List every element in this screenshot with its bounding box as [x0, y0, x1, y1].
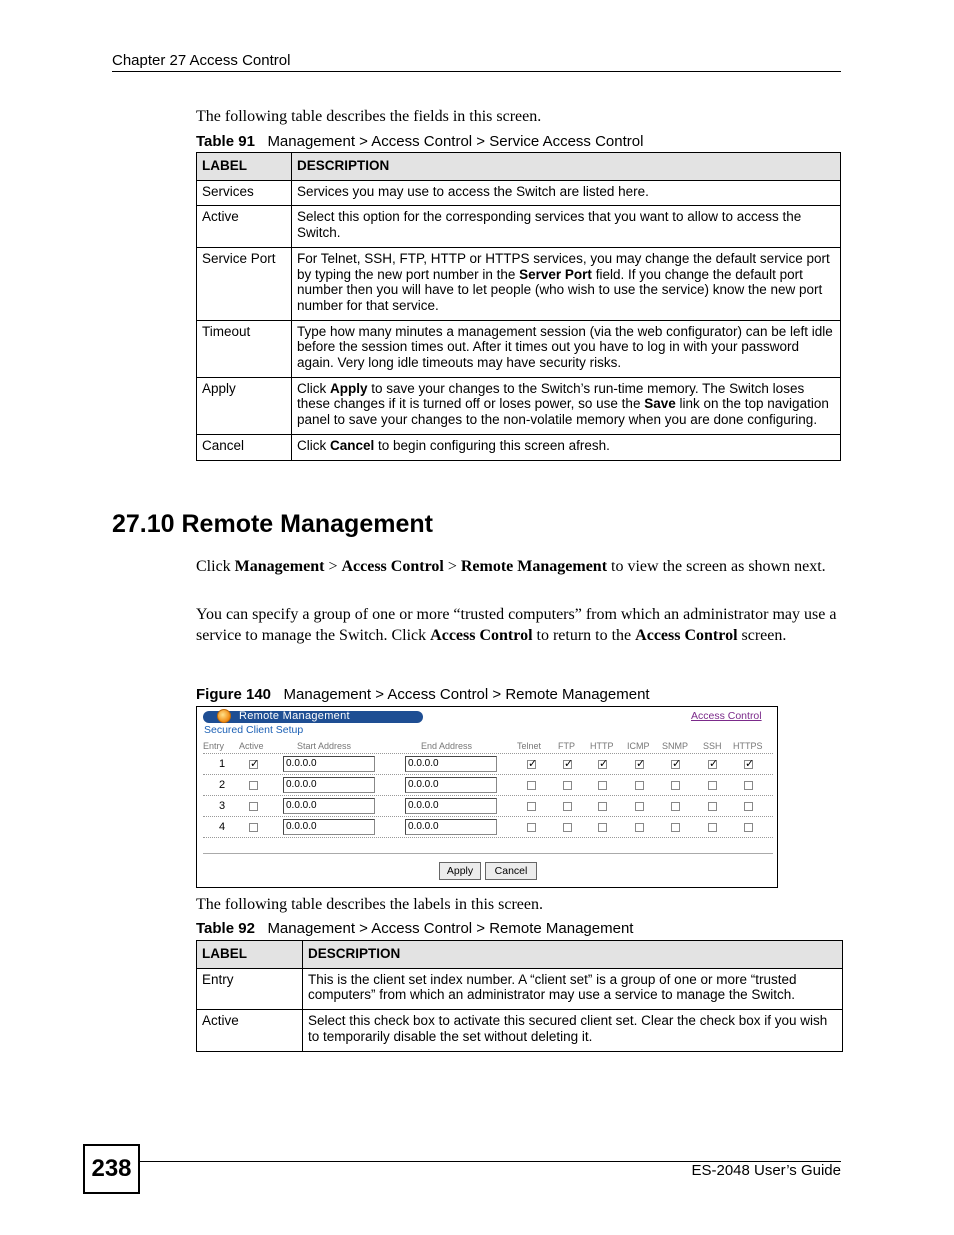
start-address-input[interactable]: 0.0.0.0 [283, 819, 375, 835]
section-paragraph-1-run: Click [196, 558, 235, 575]
http-checkbox[interactable] [598, 823, 607, 832]
table91-row [197, 377, 841, 434]
ssh-checkbox[interactable] [708, 760, 717, 769]
active-checkbox[interactable] [249, 823, 258, 832]
column-header-start-address: Start Address [297, 741, 352, 751]
ssh-checkbox[interactable] [708, 802, 717, 811]
table92-title: Management > Access Control > Remote Management [267, 920, 634, 937]
table91-description-run: field. If you change the default port number then you will have to let people (who wish to use the service) know the new port number for that service. [297, 266, 823, 313]
remote-management-screenshot [196, 706, 778, 888]
column-header-snmp: SNMP [662, 741, 689, 751]
table92-description-cell [303, 968, 843, 1009]
https-checkbox[interactable] [744, 823, 753, 832]
table91-number: Table 91 [196, 133, 255, 150]
row-separator [203, 795, 773, 796]
table92-body [197, 968, 843, 1051]
section-paragraph-2 [196, 605, 841, 646]
section-paragraph-1-run: Access Control [341, 558, 444, 575]
active-checkbox[interactable] [249, 802, 258, 811]
table91-description-run: Services you may use to access the Switch are listed here. [297, 183, 649, 199]
section-paragraph-1 [196, 557, 841, 578]
access-control-link[interactable]: Access Control [691, 710, 762, 722]
apply-button[interactable]: Apply [439, 862, 481, 880]
column-header-ssh: SSH [703, 741, 722, 751]
table92-label-cell: Active [197, 1010, 303, 1051]
table91-description-run: to save your changes to the Switch’s run-time memory. The Switch loses these changes if it is turned off or loses power, so use the [297, 380, 805, 412]
table92-label-cell: Entry [197, 968, 303, 1009]
page-number: 238 [83, 1144, 140, 1194]
orb-icon [217, 709, 231, 723]
table91-header-label: LABEL [197, 153, 292, 181]
header-rule [112, 71, 841, 72]
table91-description-run: to begin configuring this screen afresh. [374, 437, 610, 453]
ssh-checkbox[interactable] [708, 823, 717, 832]
column-header-entry: Entry [203, 741, 225, 751]
icmp-checkbox[interactable] [635, 802, 644, 811]
column-header-active: Active [239, 741, 264, 751]
table91-description-cell [292, 434, 841, 460]
table91-row [197, 434, 841, 460]
end-address-input[interactable]: 0.0.0.0 [405, 819, 497, 835]
ftp-checkbox[interactable] [563, 823, 572, 832]
table91-description-run: Apply [330, 380, 368, 396]
table91-description-run: Cancel [330, 437, 375, 453]
start-address-input[interactable]: 0.0.0.0 [283, 777, 375, 793]
figure-caption [196, 686, 650, 703]
ftp-checkbox[interactable] [563, 760, 572, 769]
entry-number: 4 [219, 821, 226, 833]
start-address-input[interactable]: 0.0.0.0 [283, 798, 375, 814]
entry-number: 2 [219, 779, 226, 791]
table91-label-cell: Timeout [197, 320, 292, 377]
table91-description-run: Click [297, 437, 330, 453]
https-checkbox[interactable] [744, 802, 753, 811]
cancel-button[interactable]: Cancel [485, 862, 537, 880]
table91-description-cell [292, 206, 841, 247]
section-paragraph-2-run: to return to the [532, 626, 636, 644]
table92-description-run: Select this check box to activate this secured client set. Clear the check box if you wish to temporarily disable the set without deleting it. [308, 1013, 828, 1044]
row-separator [203, 774, 773, 775]
end-address-input[interactable]: 0.0.0.0 [405, 798, 497, 814]
http-checkbox[interactable] [598, 802, 607, 811]
table92-caption [196, 920, 633, 937]
table91-label-cell: Active [197, 206, 292, 247]
snmp-checkbox[interactable] [671, 781, 680, 790]
http-checkbox[interactable] [598, 781, 607, 790]
section-paragraph-1-run: > [443, 558, 461, 575]
column-header-end-address: End Address [421, 741, 473, 751]
icmp-checkbox[interactable] [635, 823, 644, 832]
table92-row [197, 1010, 843, 1051]
intro-paragraph-2: The following table describes the labels in this screen. [196, 896, 544, 913]
snmp-checkbox[interactable] [671, 802, 680, 811]
telnet-checkbox[interactable] [527, 781, 536, 790]
column-header-telnet: Telnet [517, 741, 542, 751]
start-address-input[interactable]: 0.0.0.0 [283, 756, 375, 772]
table91-description-run: Select this option for the corresponding services that you want to allow to access the Switch. [297, 209, 802, 241]
end-address-input[interactable]: 0.0.0.0 [405, 756, 497, 772]
table91-description-cell [292, 377, 841, 434]
table91-label-cell: Apply [197, 377, 292, 434]
ftp-checkbox[interactable] [563, 781, 572, 790]
active-checkbox[interactable] [249, 781, 258, 790]
https-checkbox[interactable] [744, 760, 753, 769]
ssh-checkbox[interactable] [708, 781, 717, 790]
table91-description-cell [292, 247, 841, 320]
guide-title: ES-2048 User’s Guide [691, 1162, 841, 1179]
snmp-checkbox[interactable] [671, 760, 680, 769]
entry-number: 1 [219, 758, 226, 770]
telnet-checkbox[interactable] [527, 823, 536, 832]
table91-header-description: DESCRIPTION [292, 153, 841, 181]
section-paragraph-1-run: Management [234, 558, 325, 575]
section-paragraph-2-run: screen. [737, 626, 787, 644]
http-checkbox[interactable] [598, 760, 607, 769]
table91-description-run: Save [644, 396, 676, 412]
section-paragraph-1-run: > [324, 558, 342, 575]
row-separator [203, 837, 773, 838]
column-header-icmp: ICMP [627, 741, 650, 751]
telnet-checkbox[interactable] [527, 802, 536, 811]
table92-header-label: LABEL [197, 941, 303, 969]
telnet-checkbox[interactable] [527, 760, 536, 769]
section-heading: 27.10 Remote Management [112, 510, 433, 538]
table91-description-run: Type how many minutes a management session (via the web configurator) can be left idle before the session times out. After it times out you have to log in with your password again. Very long idle timeouts may have security risks. [297, 323, 833, 371]
table91-row [197, 180, 841, 206]
end-address-input[interactable]: 0.0.0.0 [405, 777, 497, 793]
table91-row [197, 320, 841, 377]
table91-description-run: Click [297, 380, 330, 396]
section-paragraph-2-run: Access Control [635, 626, 738, 644]
screen-title: Remote Management [239, 710, 350, 722]
figure-number: Figure 140 [196, 686, 272, 703]
table91-row [197, 247, 841, 320]
table91-caption [196, 133, 643, 150]
section-paragraph-1-run: Remote Management [460, 558, 608, 575]
table91-body [197, 180, 841, 460]
snmp-checkbox[interactable] [671, 823, 680, 832]
intro-paragraph: The following table describes the fields in this screen. [196, 108, 542, 125]
table91-description-cell [292, 320, 841, 377]
section-paragraph-1-run: to view the screen as shown next. [607, 558, 826, 575]
table91-description-run: link on the top navigation panel to save your changes to the non-volatile memory when you are done configuring. [297, 396, 829, 428]
table91 [196, 152, 841, 461]
icmp-checkbox[interactable] [635, 760, 644, 769]
table92-row [197, 968, 843, 1009]
column-header-https: HTTPS [733, 741, 763, 751]
row-separator [203, 753, 773, 754]
active-checkbox[interactable] [249, 760, 258, 769]
table92-description-cell [303, 1010, 843, 1051]
table92 [196, 940, 843, 1052]
figure-title: Management > Access Control > Remote Management [283, 686, 650, 703]
table91-title: Management > Access Control > Service Access Control [267, 133, 644, 150]
column-header-ftp: FTP [558, 741, 575, 751]
row-separator [203, 816, 773, 817]
divider [203, 853, 773, 854]
secured-client-setup-heading: Secured Client Setup [204, 724, 304, 736]
table91-label-cell: Cancel [197, 434, 292, 460]
table92-description-run: This is the client set index number. A “client set” is a group of one or more “trusted computers” from which an administrator may use a service to manage the Switch. [308, 971, 797, 1003]
table92-header-description: DESCRIPTION [303, 941, 843, 969]
icmp-checkbox[interactable] [635, 781, 644, 790]
table91-label-cell: Services [197, 180, 292, 206]
table91-label-cell: Service Port [197, 247, 292, 320]
ftp-checkbox[interactable] [563, 802, 572, 811]
entry-number: 3 [219, 800, 226, 812]
table91-description-run: Server Port [519, 266, 592, 282]
table91-row [197, 206, 841, 247]
section-paragraph-2-run: You can specify a group of one or more “trusted computers” from which an administrator may use a service to manage the Switch. Click [196, 606, 837, 644]
table91-description-cell [292, 180, 841, 206]
column-header-http: HTTP [590, 741, 614, 751]
table92-number: Table 92 [196, 920, 255, 937]
https-checkbox[interactable] [744, 781, 753, 790]
table91-description-run: For Telnet, SSH, FTP, HTTP or HTTPS services, you may change the default service port by typing the new port number in the [297, 250, 830, 282]
section-paragraph-2-run: Access Control [430, 626, 533, 644]
running-header: Chapter 27 Access Control [112, 52, 291, 69]
